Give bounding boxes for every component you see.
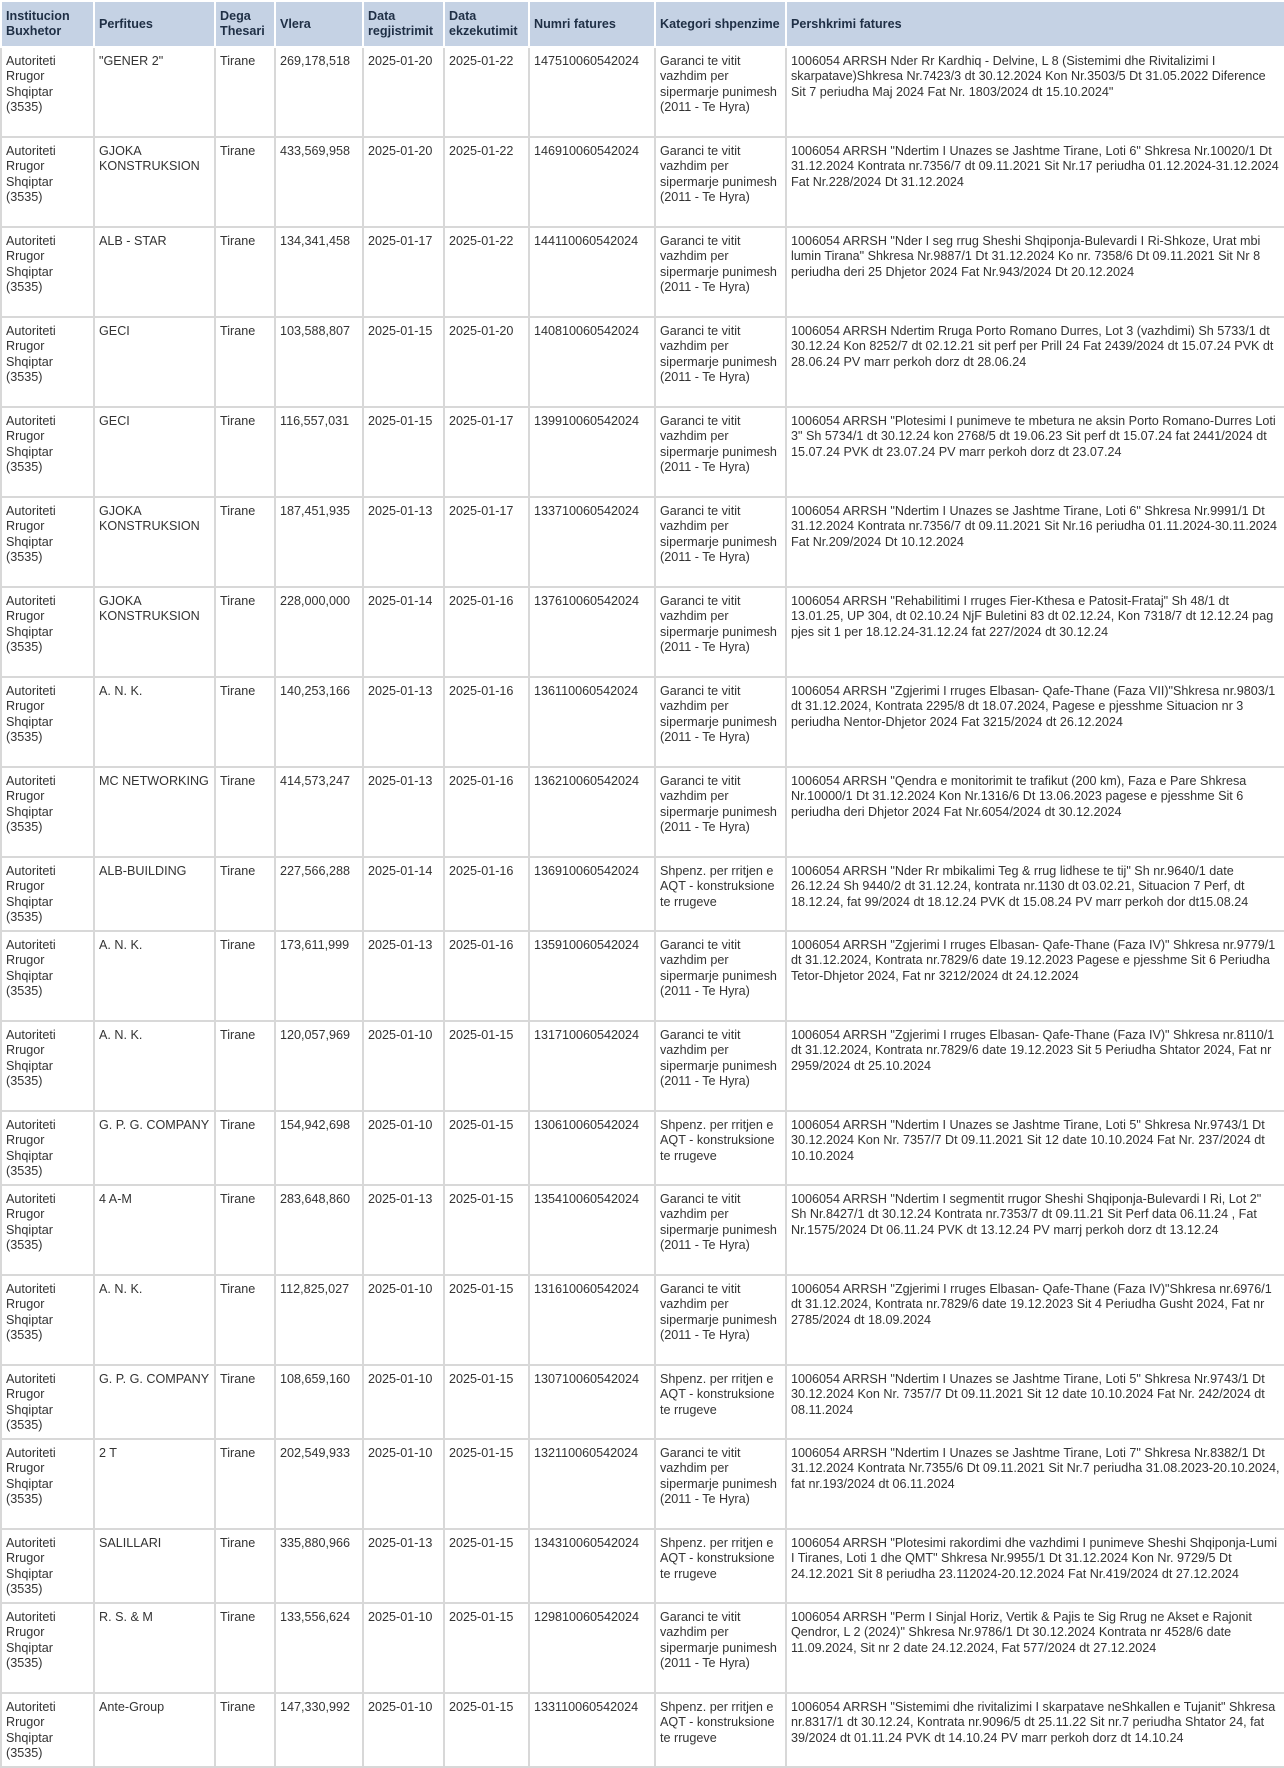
cell-vlera: 147,330,992	[275, 1693, 363, 1767]
col-header-pershkrimi[interactable]: Pershkrimi fatures	[786, 1, 1284, 47]
cell-pershkrimi: 1006054 ARRSH "Ndertim I Unazes se Jashtme Tirane, Loti 5" Shkresa Nr.9743/1 Dt 30.12.2024 Kon Nr. 7357/7 Dt 09.11.2021 Sit 12 date 10.10.2024 Fat Nr. 237/2024 dt 10.10.2024	[786, 1111, 1284, 1185]
cell-data-regjistrimit: 2025-01-10	[363, 1365, 444, 1439]
cell-numri-fatures: 147510060542024	[529, 47, 655, 137]
cell-pershkrimi: 1006054 ARRSH "Zgjerimi I rruges Elbasan- Qafe-Thane (Faza VII)"Shkresa nr.9803/1 dt 31.12.2024, Kontrata 2295/8 dt 18.07.2024, Pagese e pjesshme Situacion nr 3 periudha Nentor-Dhjetor 2024 Fat 3215/2024 dt 26.12.2024	[786, 677, 1284, 767]
cell-vlera: 140,253,166	[275, 677, 363, 767]
cell-dega: Tirane	[215, 1111, 275, 1185]
cell-numri-fatures: 133110060542024	[529, 1693, 655, 1767]
cell-data-regjistrimit: 2025-01-10	[363, 1111, 444, 1185]
cell-perfitues: G. P. G. COMPANY	[94, 1365, 215, 1439]
cell-vlera: 133,556,624	[275, 1603, 363, 1693]
cell-perfitues: G. P. G. COMPANY	[94, 1111, 215, 1185]
cell-kategori: Shpenz. per rritjen e AQT - konstruksione te rrugeve	[655, 1529, 786, 1603]
cell-pershkrimi: 1006054 ARRSH "Nder Rr mbikalimi Teg & rrug lidhese te tij" Sh nr.9640/1 date 26.12.24 Sh 9440/2 dt 31.12.24, kontrata nr.1130 dt 03.02.21, Situacion 7 Perf, dt 18.12.24, fat 99/2024 dt 18.12.24 PVK dt 15.08.24 PV marr perkoh dor dt15.08.24	[786, 857, 1284, 931]
cell-dega: Tirane	[215, 677, 275, 767]
cell-vlera: 134,341,458	[275, 227, 363, 317]
cell-pershkrimi: 1006054 ARRSH "Zgjerimi I rruges Elbasan- Qafe-Thane (Faza IV)" Shkresa nr.9779/1 dt 31.12.2024, Kontrata nr.7829/6 date 19.12.2023 Pagese e pjesshme Sit 6 Periudha Tetor-Dhjetor 2024, Fat nr 3212/2024 dt 24.12.2024	[786, 931, 1284, 1021]
cell-kategori: Garanci te vitit vazhdim per sipermarje punimesh (2011 - Te Hyra)	[655, 227, 786, 317]
cell-dega: Tirane	[215, 767, 275, 857]
cell-institucion: Autoriteti Rrugor Shqiptar (3535)	[1, 1603, 94, 1693]
cell-vlera: 227,566,288	[275, 857, 363, 931]
cell-numri-fatures: 136110060542024	[529, 677, 655, 767]
cell-data-regjistrimit: 2025-01-14	[363, 587, 444, 677]
cell-data-ekzekutimit: 2025-01-16	[444, 931, 529, 1021]
cell-numri-fatures: 136210060542024	[529, 767, 655, 857]
cell-kategori: Garanci te vitit vazhdim per sipermarje punimesh (2011 - Te Hyra)	[655, 1439, 786, 1529]
col-header-data-regjistrimit[interactable]: Data regjistrimit	[363, 1, 444, 47]
cell-institucion: Autoriteti Rrugor Shqiptar (3535)	[1, 407, 94, 497]
cell-data-ekzekutimit: 2025-01-16	[444, 677, 529, 767]
cell-vlera: 120,057,969	[275, 1021, 363, 1111]
cell-data-ekzekutimit: 2025-01-17	[444, 407, 529, 497]
cell-data-regjistrimit: 2025-01-10	[363, 1275, 444, 1365]
cell-data-regjistrimit: 2025-01-17	[363, 227, 444, 317]
cell-kategori: Shpenz. per rritjen e AQT - konstruksione te rrugeve	[655, 1111, 786, 1185]
table-row	[1, 1021, 1284, 1111]
cell-kategori: Garanci te vitit vazhdim per sipermarje punimesh (2011 - Te Hyra)	[655, 137, 786, 227]
cell-numri-fatures: 134310060542024	[529, 1529, 655, 1603]
cell-pershkrimi: 1006054 ARRSH "Ndertim I Unazes se Jashtme Tirane, Loti 6" Shkresa Nr.10020/1 Dt 31.12.2024 Kontrata nr.7356/7 dt 09.11.2021 Sit Nr.17 periudha 01.12.2024-31.12.2024 Fat Nr.228/2024 Dt 31.12.2024	[786, 137, 1284, 227]
cell-pershkrimi: 1006054 ARRSH "Nder I seg rrug Sheshi Shqiponja-Bulevardi I Ri-Shkoze, Urat mbi lumin Tirana" Shkresa Nr.9887/1 Dt 31.12.2024 Ko nr. 7358/6 Dt 09.11.2021 Sit Nr 8 periudha deri 25 Dhjetor 2024 Fat Nr.943/2024 Dt 20.12.2024	[786, 227, 1284, 317]
cell-data-ekzekutimit: 2025-01-15	[444, 1275, 529, 1365]
cell-numri-fatures: 140810060542024	[529, 317, 655, 407]
cell-vlera: 283,648,860	[275, 1185, 363, 1275]
table-row	[1, 1111, 1284, 1185]
cell-kategori: Garanci te vitit vazhdim per sipermarje punimesh (2011 - Te Hyra)	[655, 677, 786, 767]
col-header-institucion[interactable]: Institucion Buxhetor	[1, 1, 94, 47]
cell-perfitues: 4 A-M	[94, 1185, 215, 1275]
cell-numri-fatures: 136910060542024	[529, 857, 655, 931]
cell-numri-fatures: 129810060542024	[529, 1603, 655, 1693]
cell-pershkrimi: 1006054 ARRSH "Plotesimi rakordimi dhe vazhdimi I punimeve Sheshi Shqiponja-Lumi I Tiranes, Loti 1 dhe QMT" Shkresa Nr.9955/1 Dt 31.12.2024 Kon Nr. 9729/5 Dt 24.12.2021 Sit 8 periudha 23.112024-20.12.2024 Fat Nr.419/2024 dt 27.12.2024	[786, 1529, 1284, 1603]
cell-perfitues: MC NETWORKING	[94, 767, 215, 857]
cell-institucion: Autoriteti Rrugor Shqiptar (3535)	[1, 47, 94, 137]
col-header-dega[interactable]: Dega Thesari	[215, 1, 275, 47]
cell-data-ekzekutimit: 2025-01-15	[444, 1111, 529, 1185]
table-row	[1, 677, 1284, 767]
table-row	[1, 587, 1284, 677]
cell-numri-fatures: 131710060542024	[529, 1021, 655, 1111]
cell-kategori: Shpenz. per rritjen e AQT - konstruksione te rrugeve	[655, 857, 786, 931]
cell-perfitues: ALB-BUILDING	[94, 857, 215, 931]
cell-institucion: Autoriteti Rrugor Shqiptar (3535)	[1, 767, 94, 857]
cell-vlera: 154,942,698	[275, 1111, 363, 1185]
cell-pershkrimi: 1006054 ARRSH "Ndertim I Unazes se Jashtme Tirane, Loti 5" Shkresa Nr.9743/1 Dt 30.12.2024 Kon Nr. 7357/7 Dt 09.11.2021 Sit 12 date 10.10.2024 Fat Nr. 242/2024 dt 08.11.2024	[786, 1365, 1284, 1439]
cell-institucion: Autoriteti Rrugor Shqiptar (3535)	[1, 1275, 94, 1365]
cell-vlera: 414,573,247	[275, 767, 363, 857]
table-row	[1, 1693, 1284, 1767]
cell-institucion: Autoriteti Rrugor Shqiptar (3535)	[1, 1021, 94, 1111]
cell-pershkrimi: 1006054 ARRSH "Sistemimi dhe rivitalizimi I skarpatave neShkallen e Tujanit" Shkresa nr.8317/1 dt 30.12.24, Kontrata nr.9096/5 dt 25.11.22 Sit nr.7 periudha Shtator 24, fat 39/2024 dt 01.11.24 PVK dt 14.10.24 PV marr perkoh dorz dt 14.10.24	[786, 1693, 1284, 1767]
cell-data-regjistrimit: 2025-01-13	[363, 931, 444, 1021]
cell-kategori: Garanci te vitit vazhdim per sipermarje punimesh (2011 - Te Hyra)	[655, 1603, 786, 1693]
cell-data-regjistrimit: 2025-01-13	[363, 497, 444, 587]
cell-institucion: Autoriteti Rrugor Shqiptar (3535)	[1, 227, 94, 317]
cell-pershkrimi: 1006054 ARRSH Ndertim Rruga Porto Romano Durres, Lot 3 (vazhdimi) Sh 5733/1 dt 30.12.24 Kon 8252/7 dt 02.12.21 sit perf per Prill 24 Fat 2439/2024 dt 15.07.24 PVK dt 28.06.24 PV marr perkoh dorz dt 28.06.24	[786, 317, 1284, 407]
cell-institucion: Autoriteti Rrugor Shqiptar (3535)	[1, 857, 94, 931]
cell-perfitues: SALILLARI	[94, 1529, 215, 1603]
cell-data-regjistrimit: 2025-01-20	[363, 137, 444, 227]
cell-data-regjistrimit: 2025-01-15	[363, 407, 444, 497]
cell-data-ekzekutimit: 2025-01-15	[444, 1185, 529, 1275]
cell-pershkrimi: 1006054 ARRSH Nder Rr Kardhiq - Delvine, L 8 (Sistemimi dhe Rivitalizimi I skarpatave)Shkresa Nr.7423/3 dt 30.12.2024 Kon Nr.3503/5 Dt 31.05.2022 Diference Sit 7 periudha Maj 2024 Fat Nr. 1803/2024 dt 15.10.2024"	[786, 47, 1284, 137]
cell-institucion: Autoriteti Rrugor Shqiptar (3535)	[1, 497, 94, 587]
cell-kategori: Shpenz. per rritjen e AQT - konstruksione te rrugeve	[655, 1693, 786, 1767]
cell-data-ekzekutimit: 2025-01-15	[444, 1439, 529, 1529]
cell-perfitues: GJOKA KONSTRUKSION	[94, 137, 215, 227]
cell-dega: Tirane	[215, 137, 275, 227]
cell-data-regjistrimit: 2025-01-10	[363, 1603, 444, 1693]
table-row	[1, 317, 1284, 407]
cell-institucion: Autoriteti Rrugor Shqiptar (3535)	[1, 1529, 94, 1603]
col-header-perfitues[interactable]: Perfitues	[94, 1, 215, 47]
table-row	[1, 1439, 1284, 1529]
table-row	[1, 1275, 1284, 1365]
cell-numri-fatures: 135410060542024	[529, 1185, 655, 1275]
cell-kategori: Garanci te vitit vazhdim per sipermarje punimesh (2011 - Te Hyra)	[655, 407, 786, 497]
table-row	[1, 767, 1284, 857]
cell-pershkrimi: 1006054 ARRSH "Ndertim I Unazes se Jashtme Tirane, Loti 6" Shkresa Nr.9991/1 Dt 31.12.2024 Kontrata nr.7356/7 dt 09.11.2021 Sit Nr.16 periudha 01.11.2024-30.11.2024 Fat Nr.209/2024 Dt 10.12.2024	[786, 497, 1284, 587]
cell-institucion: Autoriteti Rrugor Shqiptar (3535)	[1, 1185, 94, 1275]
col-header-numri-fatures[interactable]: Numri fatures	[529, 1, 655, 47]
cell-perfitues: "GENER 2"	[94, 47, 215, 137]
cell-dega: Tirane	[215, 1275, 275, 1365]
cell-data-regjistrimit: 2025-01-10	[363, 1693, 444, 1767]
cell-perfitues: GECI	[94, 317, 215, 407]
cell-perfitues: A. N. K.	[94, 677, 215, 767]
cell-pershkrimi: 1006054 ARRSH "Perm I Sinjal Horiz, Vertik & Pajis te Sig Rrug ne Akset e Rajonit Qendror, L 2 (2024)" Shkresa Nr.9786/1 Dt 30.12.2024 Kontrata nr 4528/6 date 11.09.2024, Sit nr 2 date 24.12.2024, Fat 577/2024 dt 27.12.2024	[786, 1603, 1284, 1693]
cell-dega: Tirane	[215, 407, 275, 497]
table-row	[1, 857, 1284, 931]
cell-pershkrimi: 1006054 ARRSH "Zgjerimi I rruges Elbasan- Qafe-Thane (Faza IV)"Shkresa nr.6976/1 dt 31.12.2024, Kontrata nr.7829/6 date 19.12.2023 Sit 4 Periudha Gusht 2024, Fat nr 2785/2024 dt 18.09.2024	[786, 1275, 1284, 1365]
cell-institucion: Autoriteti Rrugor Shqiptar (3535)	[1, 1365, 94, 1439]
cell-pershkrimi: 1006054 ARRSH "Ndertim I segmentit rrugor Sheshi Shqiponja-Bulevardi I Ri, Lot 2" Sh Nr.8427/1 dt 30.12.24 Kontrata nr.7353/7 dt 09.11.21 Sit Perf data 06.11.24 , Fat Nr.1575/2024 Dt 06.11.24 PVK dt 13.12.24 PV marrj perkoh dorz dt 13.12.24	[786, 1185, 1284, 1275]
cell-perfitues: A. N. K.	[94, 931, 215, 1021]
cell-data-ekzekutimit: 2025-01-15	[444, 1365, 529, 1439]
table-row	[1, 1529, 1284, 1603]
cell-vlera: 228,000,000	[275, 587, 363, 677]
cell-dega: Tirane	[215, 1021, 275, 1111]
cell-vlera: 187,451,935	[275, 497, 363, 587]
cell-data-regjistrimit: 2025-01-15	[363, 317, 444, 407]
cell-dega: Tirane	[215, 1603, 275, 1693]
cell-dega: Tirane	[215, 1439, 275, 1529]
cell-numri-fatures: 139910060542024	[529, 407, 655, 497]
cell-data-ekzekutimit: 2025-01-16	[444, 767, 529, 857]
cell-dega: Tirane	[215, 857, 275, 931]
cell-pershkrimi: 1006054 ARRSH "Qendra e monitorimit te trafikut (200 km), Faza e Pare Shkresa Nr.10000/1 Dt 31.12.2024 Kon Nr.1316/6 Dt 13.06.2023 pagese e pjesshme Sit 6 periudha deri Dhjetor 2024 Fat Nr.6054/2024 dt 30.12.2024	[786, 767, 1284, 857]
table-row	[1, 137, 1284, 227]
cell-perfitues: GECI	[94, 407, 215, 497]
cell-data-ekzekutimit: 2025-01-17	[444, 497, 529, 587]
cell-kategori: Garanci te vitit vazhdim per sipermarje punimesh (2011 - Te Hyra)	[655, 1021, 786, 1111]
cell-perfitues: ALB - STAR	[94, 227, 215, 317]
cell-numri-fatures: 144110060542024	[529, 227, 655, 317]
cell-numri-fatures: 137610060542024	[529, 587, 655, 677]
cell-vlera: 173,611,999	[275, 931, 363, 1021]
cell-institucion: Autoriteti Rrugor Shqiptar (3535)	[1, 931, 94, 1021]
cell-institucion: Autoriteti Rrugor Shqiptar (3535)	[1, 1439, 94, 1529]
cell-vlera: 108,659,160	[275, 1365, 363, 1439]
cell-pershkrimi: 1006054 ARRSH "Zgjerimi I rruges Elbasan- Qafe-Thane (Faza IV)" Shkresa nr.8110/1 dt 31.12.2024, Kontrata nr.7829/6 date 19.12.2023 Sit 5 Periudha Shtator 2024, Fat nr 2959/2024 dt 25.10.2024	[786, 1021, 1284, 1111]
cell-numri-fatures: 133710060542024	[529, 497, 655, 587]
col-header-kategori[interactable]: Kategori shpenzime	[655, 1, 786, 47]
cell-data-regjistrimit: 2025-01-13	[363, 677, 444, 767]
cell-perfitues: GJOKA KONSTRUKSION	[94, 587, 215, 677]
cell-kategori: Garanci te vitit vazhdim per sipermarje punimesh (2011 - Te Hyra)	[655, 587, 786, 677]
cell-dega: Tirane	[215, 47, 275, 137]
cell-institucion: Autoriteti Rrugor Shqiptar (3535)	[1, 587, 94, 677]
cell-dega: Tirane	[215, 1693, 275, 1767]
cell-institucion: Autoriteti Rrugor Shqiptar (3535)	[1, 317, 94, 407]
cell-pershkrimi: 1006054 ARRSH "Plotesimi I punimeve te mbetura ne aksin Porto Romano-Durres Loti 3" Sh 5734/1 dt 30.12.24 kon 2768/5 dt 19.06.23 Sit perf dt 15.07.24 fat 2441/2024 dt 15.07.24 PVK dt 23.07.24 PV marr perkoh dorz dt 23.07.24	[786, 407, 1284, 497]
cell-dega: Tirane	[215, 317, 275, 407]
cell-kategori: Garanci te vitit vazhdim per sipermarje punimesh (2011 - Te Hyra)	[655, 47, 786, 137]
cell-data-regjistrimit: 2025-01-13	[363, 1185, 444, 1275]
cell-numri-fatures: 146910060542024	[529, 137, 655, 227]
cell-data-regjistrimit: 2025-01-10	[363, 1021, 444, 1111]
table-row	[1, 47, 1284, 137]
cell-data-ekzekutimit: 2025-01-16	[444, 587, 529, 677]
cell-vlera: 335,880,966	[275, 1529, 363, 1603]
cell-dega: Tirane	[215, 587, 275, 677]
cell-pershkrimi: 1006054 ARRSH "Ndertim I Unazes se Jashtme Tirane, Loti 7" Shkresa Nr.8382/1 Dt 31.12.2024 Kontrata Nr.7355/6 Dt 09.11.2021 Sit Nr.7 periudha 31.08.2023-20.10.2024, fat nr.193/2024 dt 06.11.2024	[786, 1439, 1284, 1529]
cell-institucion: Autoriteti Rrugor Shqiptar (3535)	[1, 137, 94, 227]
cell-data-ekzekutimit: 2025-01-22	[444, 137, 529, 227]
cell-institucion: Autoriteti Rrugor Shqiptar (3535)	[1, 1693, 94, 1767]
table-row	[1, 227, 1284, 317]
cell-data-regjistrimit: 2025-01-14	[363, 857, 444, 931]
cell-numri-fatures: 130610060542024	[529, 1111, 655, 1185]
cell-data-ekzekutimit: 2025-01-15	[444, 1693, 529, 1767]
cell-data-regjistrimit: 2025-01-10	[363, 1439, 444, 1529]
cell-kategori: Shpenz. per rritjen e AQT - konstruksione te rrugeve	[655, 1365, 786, 1439]
cell-pershkrimi: 1006054 ARRSH "Rehabilitimi I rruges Fier-Kthesa e Patosit-Frataj" Sh 48/1 dt 13.01.25, UP 304, dt 02.10.24 NjF Buletini 83 dt 02.12.24, Kon 7318/7 dt 12.12.24 pag pjes sit 1 per 18.12.24-31.12.24 fat 227/2024 dt 30.12.24	[786, 587, 1284, 677]
cell-perfitues: Ante-Group	[94, 1693, 215, 1767]
cell-dega: Tirane	[215, 227, 275, 317]
cell-perfitues: 2 T	[94, 1439, 215, 1529]
cell-data-regjistrimit: 2025-01-13	[363, 767, 444, 857]
cell-vlera: 116,557,031	[275, 407, 363, 497]
cell-data-ekzekutimit: 2025-01-22	[444, 227, 529, 317]
cell-kategori: Garanci te vitit vazhdim per sipermarje punimesh (2011 - Te Hyra)	[655, 931, 786, 1021]
cell-kategori: Garanci te vitit vazhdim per sipermarje punimesh (2011 - Te Hyra)	[655, 767, 786, 857]
cell-dega: Tirane	[215, 931, 275, 1021]
cell-dega: Tirane	[215, 1529, 275, 1603]
cell-dega: Tirane	[215, 1365, 275, 1439]
cell-kategori: Garanci te vitit vazhdim per sipermarje punimesh (2011 - Te Hyra)	[655, 1275, 786, 1365]
cell-institucion: Autoriteti Rrugor Shqiptar (3535)	[1, 677, 94, 767]
table-row	[1, 1365, 1284, 1439]
table-row	[1, 931, 1284, 1021]
cell-numri-fatures: 132110060542024	[529, 1439, 655, 1529]
col-header-vlera[interactable]: Vlera	[275, 1, 363, 47]
cell-vlera: 112,825,027	[275, 1275, 363, 1365]
cell-perfitues: A. N. K.	[94, 1275, 215, 1365]
cell-data-ekzekutimit: 2025-01-15	[444, 1529, 529, 1603]
cell-data-ekzekutimit: 2025-01-22	[444, 47, 529, 137]
cell-vlera: 103,588,807	[275, 317, 363, 407]
cell-kategori: Garanci te vitit vazhdim per sipermarje punimesh (2011 - Te Hyra)	[655, 317, 786, 407]
cell-numri-fatures: 135910060542024	[529, 931, 655, 1021]
cell-dega: Tirane	[215, 1185, 275, 1275]
cell-perfitues: A. N. K.	[94, 1021, 215, 1111]
cell-vlera: 269,178,518	[275, 47, 363, 137]
table-row	[1, 1603, 1284, 1693]
cell-dega: Tirane	[215, 497, 275, 587]
cell-data-regjistrimit: 2025-01-13	[363, 1529, 444, 1603]
cell-perfitues: R. S. & M	[94, 1603, 215, 1693]
table-row	[1, 497, 1284, 587]
cell-vlera: 202,549,933	[275, 1439, 363, 1529]
table-row	[1, 407, 1284, 497]
cell-data-ekzekutimit: 2025-01-16	[444, 857, 529, 931]
table-body	[1, 47, 1284, 1767]
cell-numri-fatures: 131610060542024	[529, 1275, 655, 1365]
header-row	[1, 1, 1284, 47]
cell-data-regjistrimit: 2025-01-20	[363, 47, 444, 137]
cell-vlera: 433,569,958	[275, 137, 363, 227]
cell-kategori: Garanci te vitit vazhdim per sipermarje punimesh (2011 - Te Hyra)	[655, 1185, 786, 1275]
cell-kategori: Garanci te vitit vazhdim per sipermarje punimesh (2011 - Te Hyra)	[655, 497, 786, 587]
cell-institucion: Autoriteti Rrugor Shqiptar (3535)	[1, 1111, 94, 1185]
cell-numri-fatures: 130710060542024	[529, 1365, 655, 1439]
cell-data-ekzekutimit: 2025-01-15	[444, 1603, 529, 1693]
cell-perfitues: GJOKA KONSTRUKSION	[94, 497, 215, 587]
cell-data-ekzekutimit: 2025-01-20	[444, 317, 529, 407]
cell-data-ekzekutimit: 2025-01-15	[444, 1021, 529, 1111]
table-row	[1, 1185, 1284, 1275]
col-header-data-ekzekutimit[interactable]: Data ekzekutimit	[444, 1, 529, 47]
